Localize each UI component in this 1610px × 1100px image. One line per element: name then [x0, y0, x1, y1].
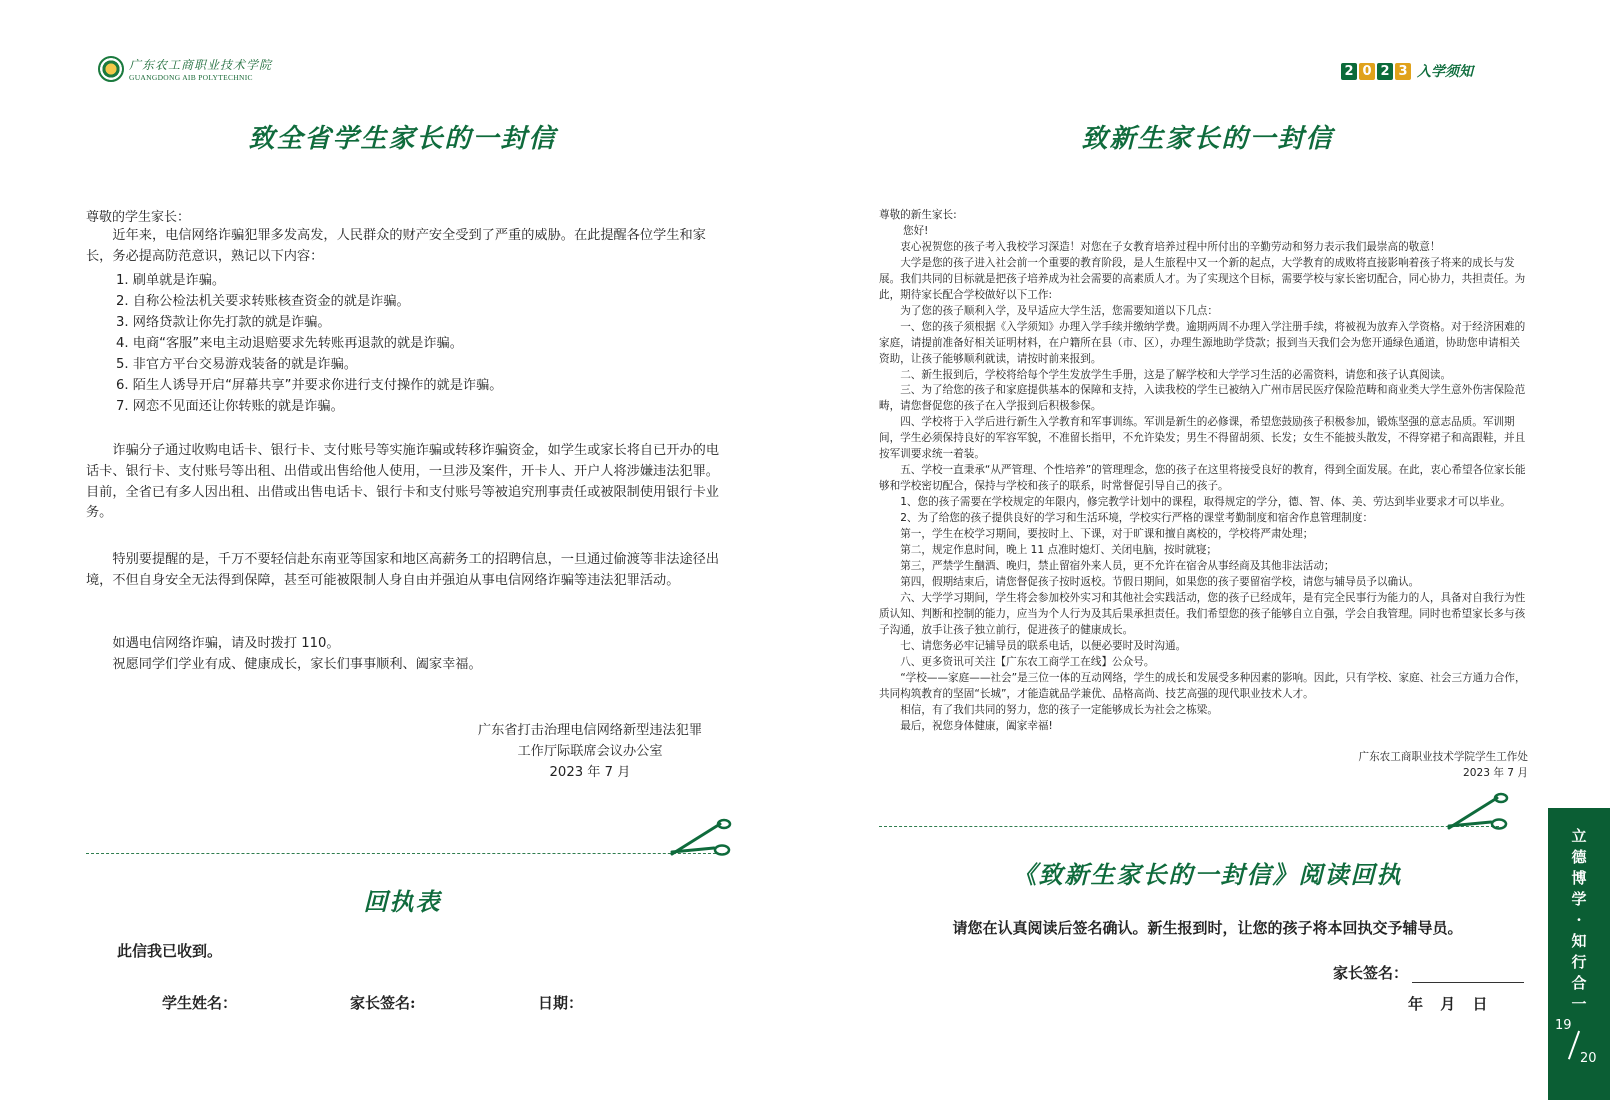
paragraph: 第三，严禁学生酗酒、晚归，禁止留宿外来人员，更不允许在宿舍从事经商及其他非法活动；: [900, 559, 1335, 572]
badge-text: 入学须知: [1417, 64, 1473, 80]
motto-char: 德: [1571, 848, 1587, 866]
list-item: 2. 自称公检法机关要求转账核查资金的就是诈骗。: [116, 294, 410, 309]
paragraph: 七、请您务必牢记辅导员的联系电话，以便必要时及时沟通。: [900, 639, 1187, 652]
intro-paragraph: 近年来，电信网络诈骗犯罪多发高发，人民群众的财产安全受到了严重的威胁。在此提醒各位学生和家长，务必提高防范意识，熟记以下内容：: [86, 228, 706, 264]
badge-digit: 3: [1395, 63, 1411, 80]
signature-line: 工作厅际联席会议办公室: [517, 744, 663, 759]
right-page: [805, 0, 1610, 1100]
paragraph: 1、您的孩子需要在学校规定的年限内，修完教学计划中的课程，取得规定的学分，德、智、体、美、劳达到毕业要求才可以毕业。: [900, 496, 1511, 509]
signature-date: 2023 年 7 月: [549, 765, 631, 780]
motto-char: 博: [1571, 869, 1587, 887]
paragraph: 您好!: [903, 224, 929, 237]
list-item: 3. 网络贷款让你先打款的就是诈骗。: [116, 315, 331, 330]
motto-char: 行: [1571, 953, 1587, 971]
paragraph: 祝愿同学们学业有成、健康成长，家长们事事顺利、阖家幸福。: [112, 656, 482, 672]
date-label: 日期：: [538, 994, 584, 1012]
right-receipt-title: 《致新生家长的一封信》阅读回执: [1012, 861, 1403, 889]
paragraph: 尊敬的新生家长:: [879, 209, 957, 221]
logo-chinese-name: 广东农工商职业技术学院: [129, 58, 273, 72]
parent-sign-field: [1333, 962, 1524, 983]
paragraph: 最后，祝您身体健康，阖家幸福!: [900, 719, 1053, 732]
left-letter-title: 致全省学生家长的一封信: [248, 124, 557, 154]
signature-line: 广东省打击治理电信网络新型违法犯罪: [477, 723, 703, 738]
motto-char: 合: [1571, 974, 1587, 992]
motto-vertical: [1548, 826, 1610, 1015]
left-receipt-title: 回执表: [363, 888, 442, 916]
paragraph: 第四，假期结束后，请您督促孩子按时返校。节假日期间，如果您的孩子要留宿学校，请您与辅导员予以确认。: [900, 575, 1420, 588]
scissors-icon: [668, 818, 734, 860]
badge-digit: 0: [1359, 63, 1375, 80]
paragraph: “学校——家庭——社会”是三位一体的互动网络，学生的成长和发展受多种因素的影响。因此，只有学校、家庭、社会三方通力合作，共同构筑教育的坚固“长城”，才能造就品学兼优、品格高尚、技艺高强的现代职业技术人才。: [879, 671, 1526, 700]
paragraph: 四、学校将于入学后进行新生入学教育和军事训练。军训是新生的必修课，希望您鼓励孩子积极参加，锻炼坚强的意志品质。军训期间，学生必须保持良好的军容军貌，不准留长指甲，不允许染发；男生不得留胡须、长发；女生不能披头散发，不得穿裙子和高跟鞋，并且按军训要求统一着装。: [879, 416, 1526, 461]
paragraph: 第二，规定作息时间，晚上 11 点准时熄灯、关闭电脑，按时就寝；: [900, 544, 1218, 557]
list-item: 4. 电商“客服”来电主动退赔要求先转账再退款的就是诈骗。: [116, 336, 463, 351]
badge-digit: 2: [1377, 63, 1393, 80]
list-item: 7. 网恋不见面还让你转账的就是诈骗。: [116, 399, 344, 414]
left-letter-para2: [86, 441, 731, 524]
right-letter-signature: [1359, 750, 1529, 781]
paragraph: 一、您的孩子须根据《入学须知》办理入学手续并缴纳学费。逾期两周不办理入学注册手续，将被视为放弃入学资格。对于经济困难的家庭，请提前准备好相关证明材料，在户籍所在县（市、区），办理生源地助学贷款；报到当天我们会为您开通绿色通道，协助您申请相关资助，让孩子能够顺利就读，请按时前来报到。: [879, 320, 1526, 365]
left-letter-para4: [86, 634, 731, 676]
badge-digit: 2: [1341, 63, 1357, 80]
list-item: 5. 非官方平台交易游戏装备的就是诈骗。: [116, 357, 357, 372]
paragraph: 第一，学生在校学习期间，要按时上、下课，对于旷课和擅自离校的，学校将严肃处理；: [900, 528, 1314, 541]
motto-char: 一: [1571, 995, 1587, 1013]
left-letter-signature: [440, 720, 740, 783]
paragraph: 诈骗分子通过收购电话卡、银行卡、支付账号等实施诈骗或转移诈骗资金，如学生或家长将自已开办的电话卡、银行卡、支付账号等出租、出借或出售给他人使用，一旦涉及案件，开卡人、开户人将涉嫌违法犯罪。目前，全省已有多人因出租、出借或出售电话卡、银行卡和支付账号等被追究刑事责任或被限制使用银行卡业务。: [86, 443, 720, 521]
page-number-right: 20: [1580, 1051, 1597, 1066]
parent-sign-label: 家长签名：: [1333, 964, 1409, 982]
receipt-notice: 请您在认真阅读后签名确认。新生报到时，让您的孩子将本回执交予辅导员。: [952, 919, 1463, 937]
page-number-left: 19: [1555, 1018, 1572, 1033]
scissors-icon: [1445, 792, 1511, 834]
left-letter-para3: [86, 550, 731, 592]
motto-char: 知: [1571, 932, 1587, 950]
school-seal-icon: [98, 56, 124, 82]
motto-char: 立: [1571, 827, 1587, 845]
paragraph: 衷心祝贺您的孩子考入我校学习深造！对您在子女教育培养过程中所付出的辛勤劳动和努力表示我们最崇高的敬意！: [900, 240, 1441, 253]
left-letter-salutation: 尊敬的学生家长：: [86, 210, 191, 225]
motto-char: 学: [1571, 890, 1587, 908]
paragraph: 三、为了给您的孩子和家庭提供基本的保障和支持，入读我校的学生已被纳入广州市居民医疗保险范畴和商业类大学生意外伤害保险范畴，请您督促您的孩子在入学报到后积极参保。: [879, 384, 1526, 413]
motto-char: ·: [1576, 911, 1582, 929]
signature-date: 2023 年 7 月: [1463, 766, 1528, 779]
cut-line: [86, 853, 726, 854]
page-number-divider: [1568, 1031, 1580, 1060]
paragraph: 如遇电信网络诈骗，请及时拨打 110。: [112, 636, 340, 651]
paragraph: 为了您的孩子顺利入学，及早适应大学生活，您需要知道以下几点：: [900, 304, 1218, 317]
date-field: 年 月 日: [1408, 995, 1488, 1013]
list-item: 6. 陌生人诱导开启“屏幕共享”并要求你进行支付操作的就是诈骗。: [116, 378, 503, 393]
paragraph: 八、更多资讯可关注【广东农工商学工在线】公众号。: [900, 655, 1155, 668]
year-badge: [1341, 61, 1473, 81]
left-letter-intro: [86, 226, 731, 268]
side-strip: [1548, 808, 1610, 1100]
logo-english-name: GUANGDONG AIB POLYTECHNIC: [129, 73, 253, 82]
paragraph: 相信，有了我们共同的努力，您的孩子一定能够成长为社会之栋梁。: [900, 703, 1218, 716]
paragraph: 六、大学学习期间，学生将会参加校外实习和其他社会实践活动，您的孩子已经成年，是有完全民事行为能力的人，具备对自我行为性质认知、判断和控制的能力，应当为个人行为及其后果承担责任。我们希望您的孩子能够自立自强，学会自我管理。同时也希望家长多与孩子沟通，放手让孩子独立前行，促进孩子的健康成长。: [879, 591, 1526, 636]
received-statement: 此信我已收到。: [117, 942, 223, 960]
paragraph: 特别要提醒的是，千万不要轻信赴东南亚等国家和地区高薪务工的招聘信息，一旦通过偷渡等非法途径出境，不但自身安全无法得到保障，甚至可能被限制人身自由并强迫从事电信网络诈骗等违法犯罪活动。: [86, 552, 720, 588]
cut-line: [879, 826, 1499, 827]
signature-underline: [1412, 967, 1524, 983]
parent-sign-label: 家长签名:: [350, 994, 416, 1012]
student-name-label: 学生姓名：: [162, 994, 238, 1012]
right-letter-title: 致新生家长的一封信: [1081, 124, 1334, 154]
right-letter-body: [879, 208, 1529, 734]
paragraph: 大学是您的孩子进入社会前一个重要的教育阶段，是人生旅程中又一个新的起点，大学教育的成败将直接影响着孩子将来的成长与发展。我们共同的目标就是把孩子培养成为社会需要的高素质人才。为了实现这个目标，需要学校与家长密切配合，同心协力，共担责任。为此，期待家长配合学校做好以下工作:: [879, 256, 1526, 301]
signature-line: 广东农工商职业技术学院学生工作处: [1358, 751, 1528, 763]
paragraph: 五、学校一直秉承“从严管理、个性培养”的管理理念，您的孩子在这里将接受良好的教育，得到全面发展。在此，衷心希望各位家长能够和学校密切配合，保持与学校和孩子的联系，时常督促引导自己的孩子。: [879, 464, 1526, 493]
paragraph: 二、新生报到后，学校将给每个学生发放学生手册，这是了解学校和大学学习生活的必需资料，请您和孩子认真阅读。: [900, 368, 1452, 381]
paragraph: 2、为了给您的孩子提供良好的学习和生活环境，学校实行严格的课堂考勤制度和宿舍作息管理制度：: [900, 512, 1374, 525]
fraud-warning-list: [116, 270, 503, 417]
school-logo: [98, 56, 272, 82]
list-item: 1. 刷单就是诈骗。: [116, 273, 226, 288]
